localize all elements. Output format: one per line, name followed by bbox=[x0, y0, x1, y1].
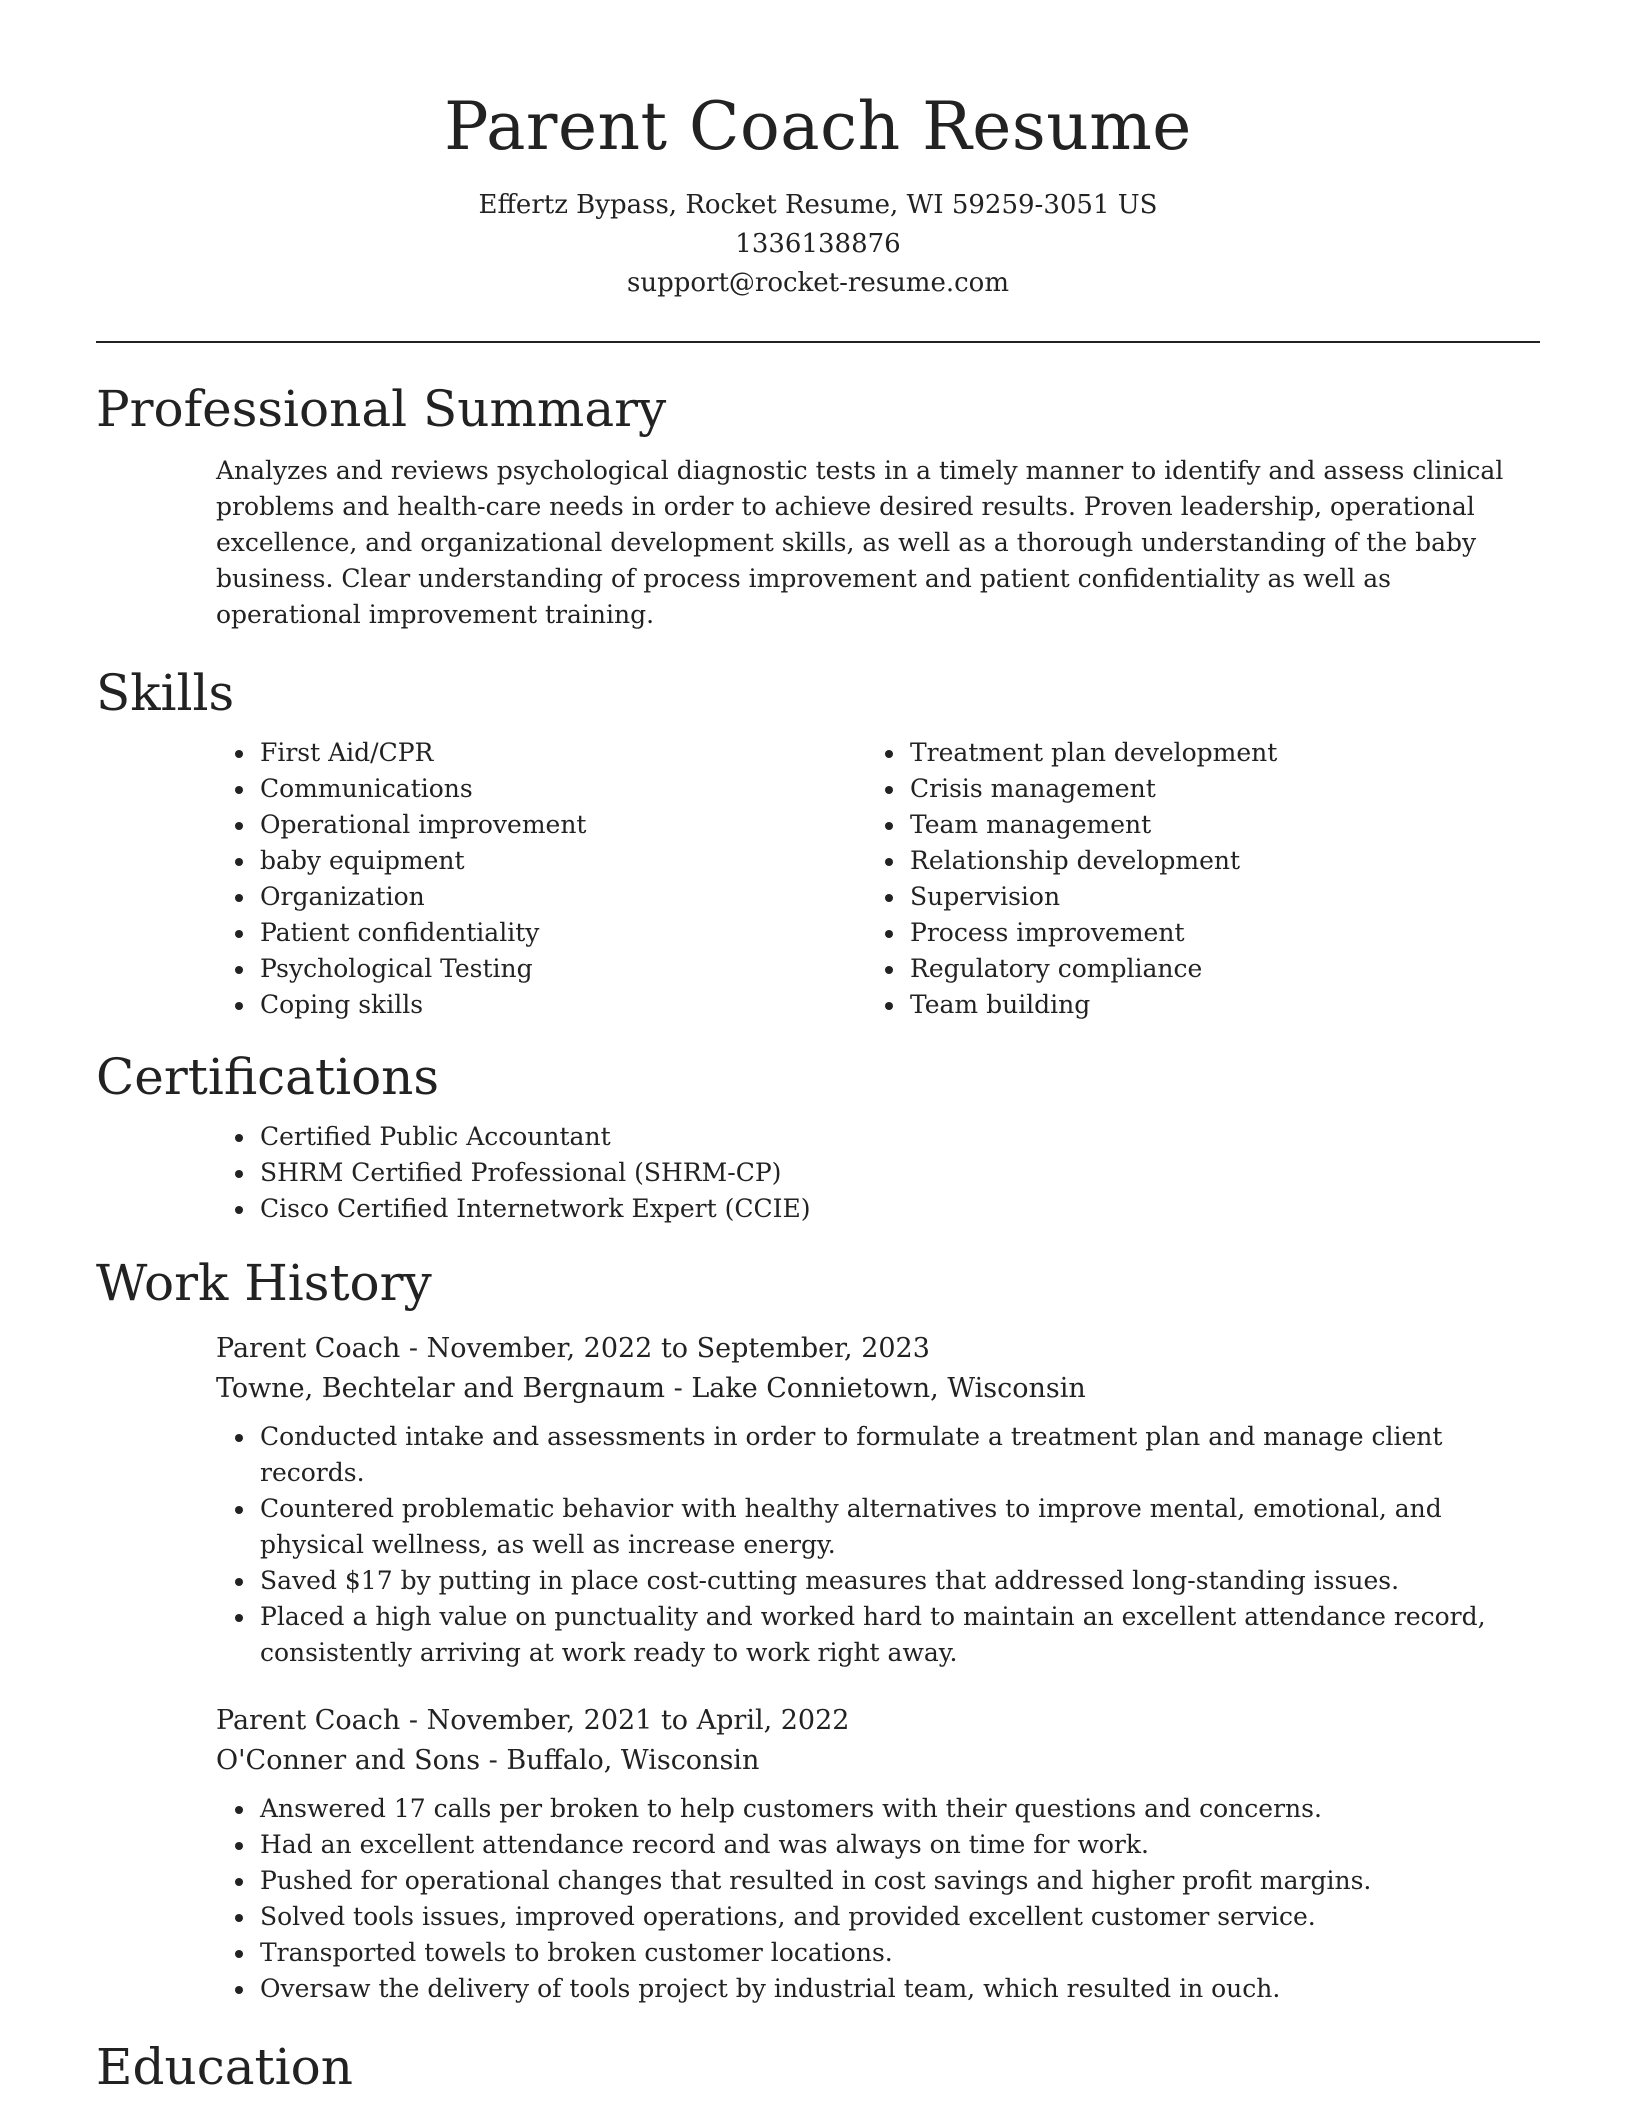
job-duty-item: Solved tools issues, improved operations, and provided excellent customer service. bbox=[260, 1899, 1540, 1935]
job-duty-item: Had an excellent attendance record and was always on time for work. bbox=[260, 1827, 1540, 1863]
job-duties bbox=[216, 1419, 1540, 1671]
certifications-bullets bbox=[96, 1119, 1540, 1227]
job-role-dates: Parent Coach - November, 2021 to April, 2022 bbox=[216, 1705, 850, 1736]
skill-item: Communications bbox=[260, 771, 748, 807]
job-duty-item: Saved $17 by putting in place cost-cutting measures that addressed long-standing issues. bbox=[260, 1563, 1540, 1599]
skill-item: Treatment plan development bbox=[910, 735, 1400, 771]
resume-page bbox=[96, 0, 1540, 2099]
skill-item: Team management bbox=[910, 807, 1400, 843]
job-duty-item: Transported towels to broken customer locations. bbox=[260, 1935, 1540, 1971]
skills-list-left bbox=[96, 735, 748, 1023]
skills-column-right bbox=[748, 735, 1400, 1023]
job-duty-item: Oversaw the delivery of tools project by industrial team, which resulted in ouch. bbox=[260, 1971, 1540, 2007]
skills-grid bbox=[96, 735, 1540, 1023]
contact-phone: 1336138876 bbox=[735, 229, 901, 259]
certifications-list bbox=[96, 1119, 1540, 1227]
job-duties-list bbox=[216, 1791, 1540, 2007]
job-entry bbox=[216, 1701, 1540, 2007]
skill-item: Coping skills bbox=[260, 987, 748, 1023]
skill-item: Team building bbox=[910, 987, 1400, 1023]
skills-list-right bbox=[748, 735, 1400, 1023]
skill-item: Organization bbox=[260, 879, 748, 915]
contact-address: Effertz Bypass, Rocket Resume, WI 59259-3051 US bbox=[478, 190, 1158, 220]
job-duty-item: Conducted intake and assessments in order to formulate a treatment plan and manage client records. bbox=[260, 1419, 1540, 1491]
skill-item: Process improvement bbox=[910, 915, 1400, 951]
job-duty-item: Countered problematic behavior with healthy alternatives to improve mental, emotional, and physical wellness, as well as increase energy. bbox=[260, 1491, 1540, 1563]
job-role-dates: Parent Coach - November, 2022 to September, 2023 bbox=[216, 1333, 930, 1364]
skill-item: Psychological Testing bbox=[260, 951, 748, 987]
skill-item: Patient confidentiality bbox=[260, 915, 748, 951]
certification-item: Certified Public Accountant bbox=[260, 1119, 1540, 1155]
skill-item: Crisis management bbox=[910, 771, 1400, 807]
job-duty-item: Answered 17 calls per broken to help customers with their questions and concerns. bbox=[260, 1791, 1540, 1827]
job-company-location: O'Conner and Sons - Buffalo, Wisconsin bbox=[216, 1745, 760, 1776]
job-entry bbox=[216, 1329, 1540, 1671]
skill-item: Supervision bbox=[910, 879, 1400, 915]
section-title-skills: Skills bbox=[96, 664, 235, 722]
skill-item: baby equipment bbox=[260, 843, 748, 879]
certification-item: SHRM Certified Professional (SHRM-CP) bbox=[260, 1155, 1540, 1191]
resume-title: Parent Coach Resume bbox=[444, 88, 1192, 165]
skill-item: First Aid/CPR bbox=[260, 735, 748, 771]
section-title-certifications: Certifications bbox=[96, 1048, 440, 1106]
section-title-summary: Professional Summary bbox=[96, 380, 667, 438]
job-duties bbox=[216, 1791, 1540, 2007]
job-duties-list bbox=[216, 1419, 1540, 1671]
summary-text: Analyzes and reviews psychological diagnostic tests in a timely manner to identify and assess clinical problems and health-care needs in order to achieve desired results. Proven leadership, operational excellence, and organizational development skills, as well as a thorough understanding of the baby business. Clear understanding of process improvement and patient confidentiality as well as operational improvement training. bbox=[216, 456, 1504, 629]
section-title-work-history: Work History bbox=[96, 1254, 432, 1312]
certification-item: Cisco Certified Internetwork Expert (CCIE) bbox=[260, 1191, 1540, 1227]
job-duty-item: Placed a high value on punctuality and worked hard to maintain an excellent attendance record, consistently arriving at work ready to work right away. bbox=[260, 1599, 1540, 1671]
job-duty-item: Pushed for operational changes that resulted in cost savings and higher profit margins. bbox=[260, 1863, 1540, 1899]
contact-info bbox=[96, 186, 1540, 303]
contact-email: support@rocket-resume.com bbox=[626, 268, 1009, 298]
resume-header bbox=[96, 0, 1540, 303]
skills-column-left bbox=[96, 735, 748, 1023]
skill-item: Regulatory compliance bbox=[910, 951, 1400, 987]
skill-item: Relationship development bbox=[910, 843, 1400, 879]
section-title-education: Education bbox=[96, 2038, 353, 2096]
header-divider bbox=[96, 341, 1540, 343]
skill-item: Operational improvement bbox=[260, 807, 748, 843]
job-company-location: Towne, Bechtelar and Bergnaum - Lake Connietown, Wisconsin bbox=[216, 1373, 1086, 1404]
